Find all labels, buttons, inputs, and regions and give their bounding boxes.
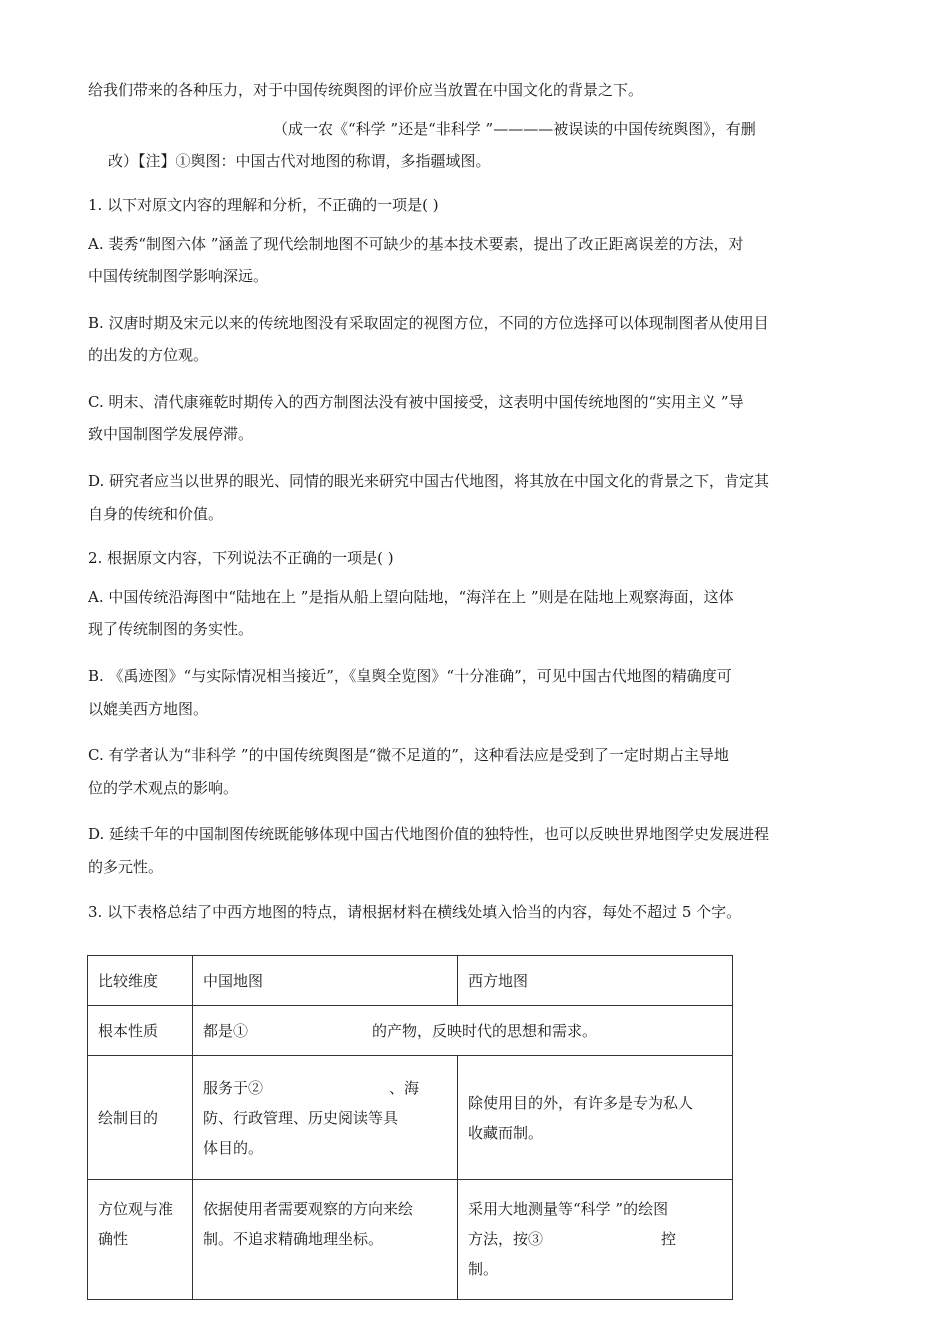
q2-option-b-l2: 以媲美西方地图。 — [88, 700, 209, 718]
q2-option-c-l2: 位的学术观点的影响。 — [88, 779, 239, 797]
dim-orientation — [88, 1180, 193, 1300]
purpose-china-l3: 体目的。 — [203, 1138, 264, 1157]
source-line-2: 改）【注】①舆图：中国古代对地图的称谓，多指疆域图。 — [108, 152, 491, 170]
nature-pre: 都是① — [203, 1021, 249, 1040]
table-row-orientation — [88, 1180, 733, 1300]
table-header-row — [88, 956, 733, 1006]
purpose-china-post: 、海 — [389, 1078, 420, 1097]
orientation-west-l3: 制。 — [468, 1260, 499, 1278]
q1-option-a-l2: 中国传统制图学影响深远。 — [88, 267, 269, 285]
header-west: 西方地图 — [458, 956, 733, 1006]
table-row-purpose — [88, 1056, 733, 1180]
dim-orientation-l2: 确性 — [98, 1230, 129, 1248]
question-2-stem: 2. 根据原文内容，下列说法不正确的一项是( ) — [88, 549, 394, 567]
purpose-west — [458, 1056, 733, 1180]
table-row-nature — [88, 1006, 733, 1056]
q1-option-a-l1: A. 裴秀“制图六体 ”涵盖了现代绘制地图不可缺少的基本技术要素，提出了改正距离误差的方法，对 — [88, 235, 744, 253]
source-line-1: （成一农《“科学 ”还是“非科学 ”————被误读的中国传统舆图》，有删 — [273, 120, 756, 138]
q2-option-d-l1: D. 延续千年的中国制图传统既能够体现中国古代地图价值的独特性，也可以反映世界地图学史发展进程 — [88, 825, 770, 843]
orientation-china-l1: 依据使用者需要观察的方向来绘 — [203, 1200, 414, 1218]
q1-option-b-l2: 的出发的方位观。 — [88, 346, 209, 364]
orientation-west-pre: 方法，按③ — [468, 1230, 544, 1248]
orientation-west-post: 控 — [661, 1230, 677, 1248]
question-3-stem: 3. 以下表格总结了中西方地图的特点，请根据材料在横线处填入恰当的内容，每处不超过 5 个字。 — [88, 903, 742, 921]
dim-nature: 根本性质 — [88, 1006, 193, 1056]
purpose-china — [193, 1056, 458, 1180]
orientation-china-l2: 制。不追求精确地理坐标。 — [203, 1230, 384, 1248]
purpose-west-l1: 除使用目的外，有许多是专为私人 — [468, 1093, 694, 1112]
q2-option-c-l1: C. 有学者认为“非科学 ”的中国传统舆图是“微不足道的”，这种看法应是受到了一定时期占主导地 — [88, 746, 729, 764]
comparison-table — [87, 955, 733, 1300]
q1-option-d-l2: 自身的传统和价值。 — [88, 505, 224, 523]
q1-option-d-l1: D. 研究者应当以世界的眼光、同情的眼光来研究中国古代地图，将其放在中国文化的背景之下，肯定其 — [88, 472, 770, 490]
purpose-west-l2: 收藏而制。 — [468, 1123, 544, 1142]
q1-option-c-l1: C. 明末、清代康雍乾时期传入的西方制图法没有被中国接受，这表明中国传统地图的“实用主义 ”导 — [88, 393, 744, 411]
orientation-china — [193, 1180, 458, 1300]
orientation-west-l1: 采用大地测量等“科学 ”的绘图 — [468, 1200, 669, 1218]
q2-option-b-l1: B. 《禹迹图》“与实际情况相当接近”，《皇舆全览图》“十分准确”，可见中国古代地图的精确度可 — [88, 667, 732, 685]
question-1-stem: 1. 以下对原文内容的理解和分析，不正确的一项是( ) — [88, 196, 439, 214]
q1-option-b-l1: B. 汉唐时期及宋元以来的传统地图没有采取固定的视图方位，不同的方位选择可以体现制图者从使用目 — [88, 314, 769, 332]
dim-purpose: 绘制目的 — [88, 1056, 193, 1180]
q2-option-a-l1: A. 中国传统沿海图中“陆地在上 ”是指从船上望向陆地，“海洋在上 ”则是在陆地上观察海面，这体 — [88, 588, 734, 606]
nature-post: 的产物，反映时代的思想和需求。 — [372, 1021, 598, 1040]
q2-option-a-l2: 现了传统制图的务实性。 — [88, 620, 254, 638]
orientation-west — [458, 1180, 733, 1300]
purpose-china-l2: 防、行政管理、历史阅读等具 — [203, 1108, 399, 1127]
intro-line: 给我们带来的各种压力，对于中国传统舆图的评价应当放置在中国文化的背景之下。 — [88, 81, 644, 99]
header-dimension: 比较维度 — [88, 956, 193, 1006]
dim-orientation-l1: 方位观与准 — [98, 1200, 174, 1218]
header-china: 中国地图 — [193, 956, 458, 1006]
q2-option-d-l2: 的多元性。 — [88, 858, 164, 876]
purpose-china-pre: 服务于② — [203, 1078, 264, 1097]
nature-cell — [193, 1006, 733, 1056]
q1-option-c-l2: 致中国制图学发展停滞。 — [88, 425, 254, 443]
